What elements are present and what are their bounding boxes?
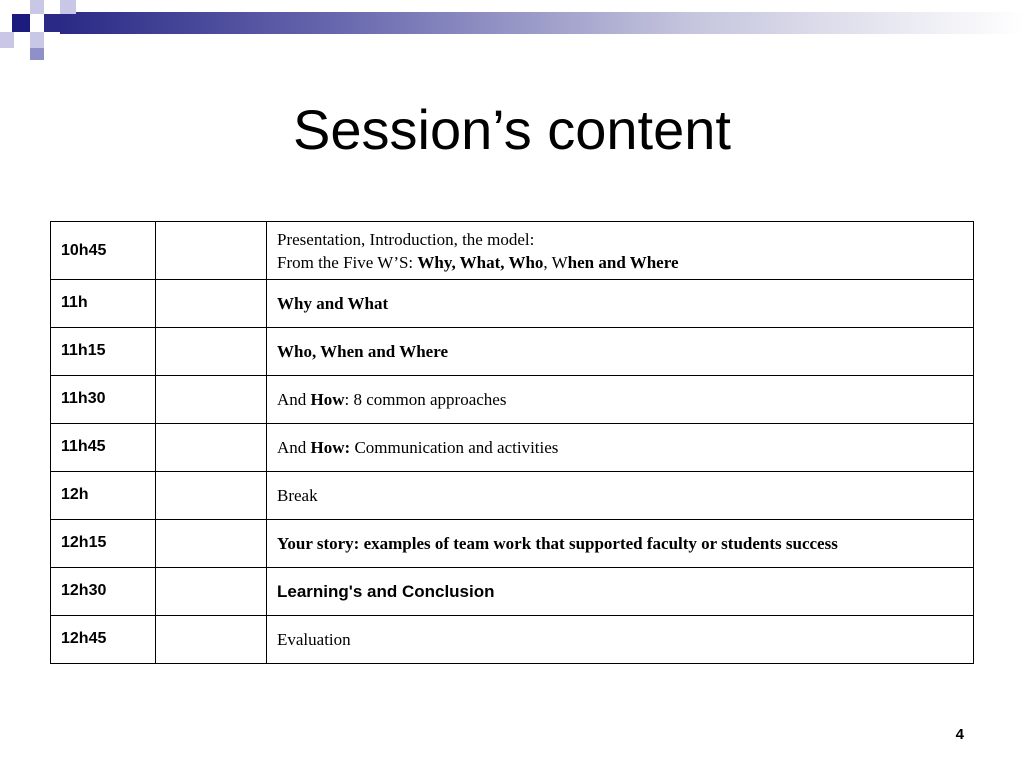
description-cell	[267, 376, 974, 424]
description-line: Presentation, Introduction, the model:	[277, 229, 535, 249]
table-row	[51, 568, 974, 616]
time-cell: 11h45	[51, 424, 156, 472]
table-row	[51, 376, 974, 424]
description-bold: Why and What	[277, 294, 389, 313]
table-row	[51, 520, 974, 568]
blank-cell	[156, 328, 267, 376]
description-bold: How	[310, 390, 345, 409]
time-cell: 12h	[51, 472, 156, 520]
slide-title: Session’s content	[293, 98, 731, 161]
blank-cell	[156, 472, 267, 520]
description-cell	[267, 616, 974, 664]
blank-cell	[156, 424, 267, 472]
time-cell: 12h30	[51, 568, 156, 616]
blank-cell	[156, 568, 267, 616]
decor-square	[44, 14, 62, 32]
blank-cell	[156, 222, 267, 280]
table-row	[51, 280, 974, 328]
description-text: Communication and activities	[350, 438, 559, 457]
description-cell	[267, 472, 974, 520]
description-cell	[267, 280, 974, 328]
description-cell	[267, 568, 974, 616]
time-cell: 10h45	[51, 222, 156, 280]
description-bold: Why, What, Who	[417, 252, 544, 272]
blank-cell	[156, 616, 267, 664]
description-text: And	[277, 390, 311, 409]
description-bold: How:	[310, 438, 351, 457]
slide-header-decoration	[0, 0, 1024, 64]
description-text: : 8 common approaches	[344, 390, 507, 409]
decor-square	[0, 32, 14, 48]
description-cell	[267, 328, 974, 376]
table-row	[51, 616, 974, 664]
time-cell: 11h30	[51, 376, 156, 424]
description-bold: Learning's and Conclusion	[277, 582, 495, 601]
description-text: Evaluation	[277, 630, 351, 649]
decor-square	[30, 32, 44, 48]
agenda-table	[50, 221, 974, 664]
blank-cell	[156, 520, 267, 568]
description-text: , W	[543, 252, 568, 272]
time-cell: 11h15	[51, 328, 156, 376]
description-text: From the Five W’S:	[277, 252, 418, 272]
time-cell: 12h45	[51, 616, 156, 664]
description-bold: Your story: examples of team work that supported faculty or students success	[277, 534, 838, 553]
decor-square	[30, 48, 44, 60]
description-cell	[267, 222, 974, 280]
description-cell	[267, 520, 974, 568]
decor-square	[60, 0, 76, 14]
description-text: And	[277, 438, 311, 457]
table-row	[51, 424, 974, 472]
time-cell: 11h	[51, 280, 156, 328]
decor-square	[12, 14, 30, 32]
blank-cell	[156, 280, 267, 328]
decor-square	[30, 0, 44, 14]
page-number: 4	[955, 726, 964, 743]
table-row	[51, 472, 974, 520]
description-text: Break	[277, 486, 318, 505]
gradient-band	[60, 12, 1024, 34]
blank-cell	[156, 376, 267, 424]
description-bold: hen and Where	[567, 252, 679, 272]
table-row	[51, 222, 974, 280]
table-row	[51, 328, 974, 376]
description-bold: Who, When and Where	[277, 342, 448, 361]
time-cell: 12h15	[51, 520, 156, 568]
description-cell	[267, 424, 974, 472]
